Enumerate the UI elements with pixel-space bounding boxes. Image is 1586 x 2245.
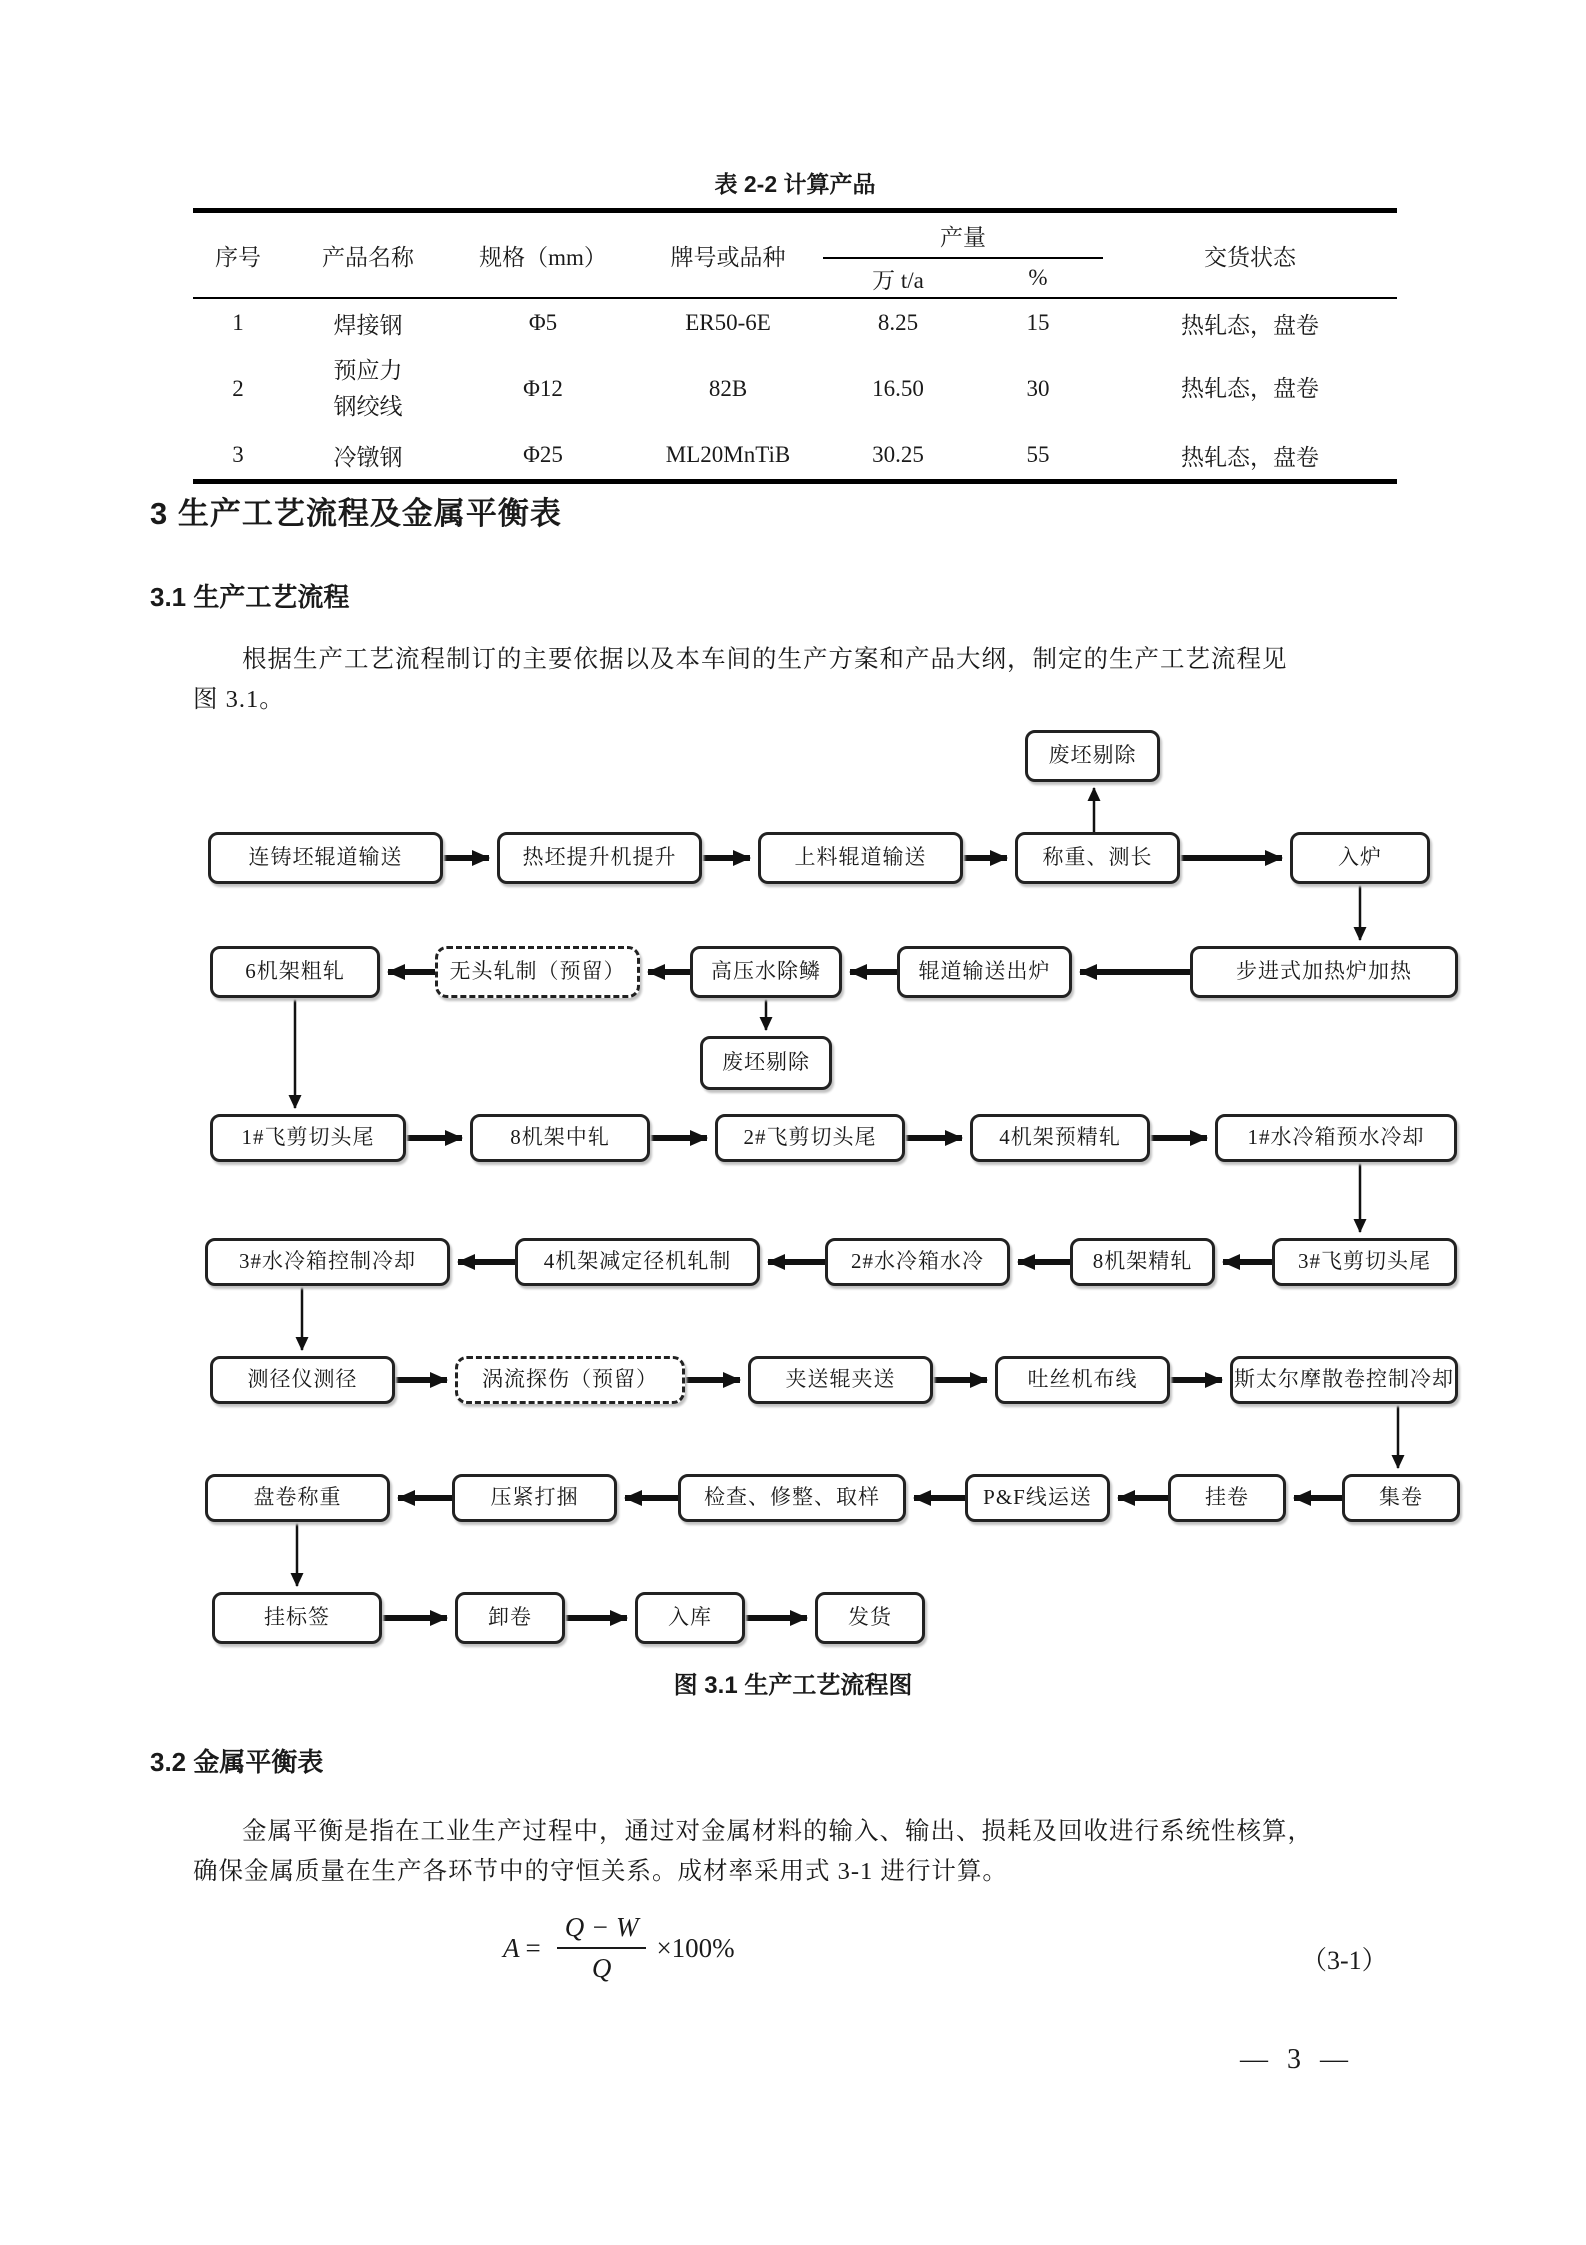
- cell-yield-wta: 30.25: [872, 442, 924, 467]
- cell-grade: 82B: [708, 376, 748, 402]
- flow-node-walking-beam-furnace: 步进式加热炉加热: [1190, 946, 1458, 998]
- flow-node-pf-line: P&F线运送: [965, 1474, 1110, 1522]
- flow-node-shear1: 1#飞剪切头尾: [210, 1114, 406, 1162]
- table-row: [193, 431, 1397, 482]
- cell-name: 焊接钢: [333, 312, 403, 338]
- formula-expression: [503, 1912, 735, 1984]
- flow-node-warehousing: 入库: [635, 1592, 745, 1644]
- cell-name: 冷镦钢: [333, 444, 403, 470]
- products-table: [193, 208, 1397, 484]
- flow-node-scrap-removal-top: 废坯剔除: [1025, 730, 1160, 782]
- flow-node-inspection-trimming-sampling: 检查、修整、取样: [678, 1474, 906, 1522]
- flow-node-laying-head: 吐丝机布线: [995, 1356, 1170, 1404]
- flow-node-shipping: 发货: [815, 1592, 925, 1644]
- cell-no: 1: [232, 310, 244, 335]
- cell-yield-wta: 16.50: [872, 376, 924, 402]
- col-header-yield: 产量: [823, 211, 1103, 259]
- paragraph-line: 根据生产工艺流程制订的主要依据以及本车间的生产方案和产品大纲，制定的生产工艺流程见: [242, 646, 1288, 673]
- flow-node-labeling: 挂标签: [212, 1592, 382, 1644]
- flow-node-water-box2: 2#水冷箱水冷: [825, 1238, 1010, 1286]
- flow-node-pinch-roll: 夹送辊夹送: [748, 1356, 933, 1404]
- flow-node-unloading: 卸卷: [455, 1592, 565, 1644]
- cell-yield-wta: 8.25: [877, 310, 919, 335]
- flow-node-shear3: 3#飞剪切头尾: [1272, 1238, 1457, 1286]
- paragraph-3-1: [193, 640, 1407, 720]
- flow-node-finishing-mill: 8机架精轧: [1070, 1238, 1215, 1286]
- flow-node-pre-finishing-mill: 4机架预精轧: [970, 1114, 1150, 1162]
- flow-node-compacting-binding: 压紧打捆: [452, 1474, 617, 1522]
- equation-number: （3-1）: [1301, 1946, 1388, 1975]
- flow-node-coil-weighing: 盘卷称重: [205, 1474, 390, 1522]
- formula-multiplier: ×100%: [656, 1932, 735, 1963]
- formula-denominator: Q: [591, 1953, 612, 1983]
- formula-3-1: [193, 1912, 1397, 2022]
- cell-delivery: 热轧态，盘卷: [1181, 444, 1319, 470]
- col-header-grade: 牌号或品种: [633, 211, 823, 299]
- col-header-delivery: 交货状态: [1103, 211, 1397, 299]
- cell-name: [283, 347, 453, 431]
- flow-node-descaling: 高压水除鳞: [690, 946, 842, 998]
- flow-node-weighing-measuring: 称重、测长: [1015, 832, 1180, 884]
- cell-delivery: 热轧态，盘卷: [1181, 312, 1319, 338]
- paragraph-line: 金属平衡是指在工业生产过程中，通过对金属材料的输入、输出、损耗及回收进行系统性核算，: [242, 1818, 1313, 1845]
- cell-yield-pct: 30: [1026, 376, 1050, 402]
- col-header-spec: 规格（mm）: [453, 211, 633, 299]
- formula-fraction: [557, 1912, 647, 1984]
- flow-node-eddy-current-reserved: 涡流探伤（预留）: [455, 1356, 685, 1404]
- flow-node-coil-collecting: 集卷: [1342, 1474, 1460, 1522]
- figure-caption: 图 3.1 生产工艺流程图: [673, 1672, 913, 1699]
- flow-node-stelmor-cooling: 斯太尔摩散卷控制冷却: [1230, 1356, 1458, 1404]
- cell-yield-pct: 15: [1026, 310, 1050, 335]
- cell-name-text: 预应力钢绞线: [333, 358, 403, 419]
- page-number: — 3 —: [1240, 2044, 1354, 2075]
- cell-yield-pct: 55: [1026, 442, 1050, 467]
- paragraph-line: 确保金属质量在生产各环节中的守恒关系。成材率采用式 3-1 进行计算。: [193, 1858, 1008, 1885]
- col-header-yield-pct: %: [973, 258, 1103, 298]
- cell-no: 3: [232, 442, 244, 467]
- thin-flow-arrows: [295, 788, 1398, 1586]
- formula-numerator: Q − W: [557, 1912, 647, 1949]
- cell-spec: Φ12: [523, 376, 563, 402]
- col-header-no: 序号: [193, 211, 283, 299]
- cell-delivery: 热轧态，盘卷: [1181, 376, 1319, 402]
- flow-node-scrap-removal-2: 废坯剔除: [700, 1036, 832, 1090]
- flow-node-hot-billet-lifter: 热坯提升机提升: [497, 832, 702, 884]
- paragraph-3-2: [193, 1812, 1407, 1892]
- flow-node-caster-roller-conveying: 连铸坯辊道输送: [208, 832, 443, 884]
- formula-lhs: A: [503, 1932, 520, 1963]
- cell-spec: Φ5: [528, 310, 558, 335]
- flow-node-sizing-mill: 4机架减定径机轧制: [515, 1238, 760, 1286]
- cell-no: 2: [232, 376, 244, 402]
- flow-node-diameter-gauge: 测径仪测径: [210, 1356, 395, 1404]
- flow-node-intermediate-mill: 8机架中轧: [470, 1114, 650, 1162]
- col-header-yield-unit: 万 t/a: [823, 258, 973, 298]
- flow-node-water-box3: 3#水冷箱控制冷却: [205, 1238, 450, 1286]
- flow-node-charging-furnace: 入炉: [1290, 832, 1430, 884]
- cell-spec: Φ25: [523, 442, 563, 467]
- flow-node-endless-rolling-reserved: 无头轧制（预留）: [435, 946, 640, 998]
- flow-node-discharge-roller: 辊道输送出炉: [897, 946, 1072, 998]
- flow-node-charging-roller-conveying: 上料辊道输送: [758, 832, 963, 884]
- col-header-name: 产品名称: [283, 211, 453, 299]
- formula-equals: =: [525, 1932, 541, 1963]
- flow-node-water-box1: 1#水冷箱预水冷却: [1215, 1114, 1457, 1162]
- table-caption: 表 2-2 计算产品: [714, 171, 876, 197]
- paragraph-line: 图 3.1。: [193, 686, 285, 713]
- table-row: [193, 298, 1397, 347]
- flow-node-roughing-mill: 6机架粗轧: [210, 946, 380, 998]
- cell-grade: ER50-6E: [685, 310, 771, 335]
- flow-node-shear2: 2#飞剪切头尾: [715, 1114, 905, 1162]
- flow-node-coil-hanging: 挂卷: [1168, 1474, 1286, 1522]
- cell-grade: ML20MnTiB: [665, 442, 791, 467]
- section-heading-3-1: 3.1 生产工艺流程: [150, 582, 350, 612]
- process-flowchart: [0, 720, 1586, 1730]
- table-row: [193, 347, 1397, 431]
- section-heading-3: 3 生产工艺流程及金属平衡表: [150, 496, 562, 531]
- section-heading-3-2: 3.2 金属平衡表: [150, 1747, 324, 1777]
